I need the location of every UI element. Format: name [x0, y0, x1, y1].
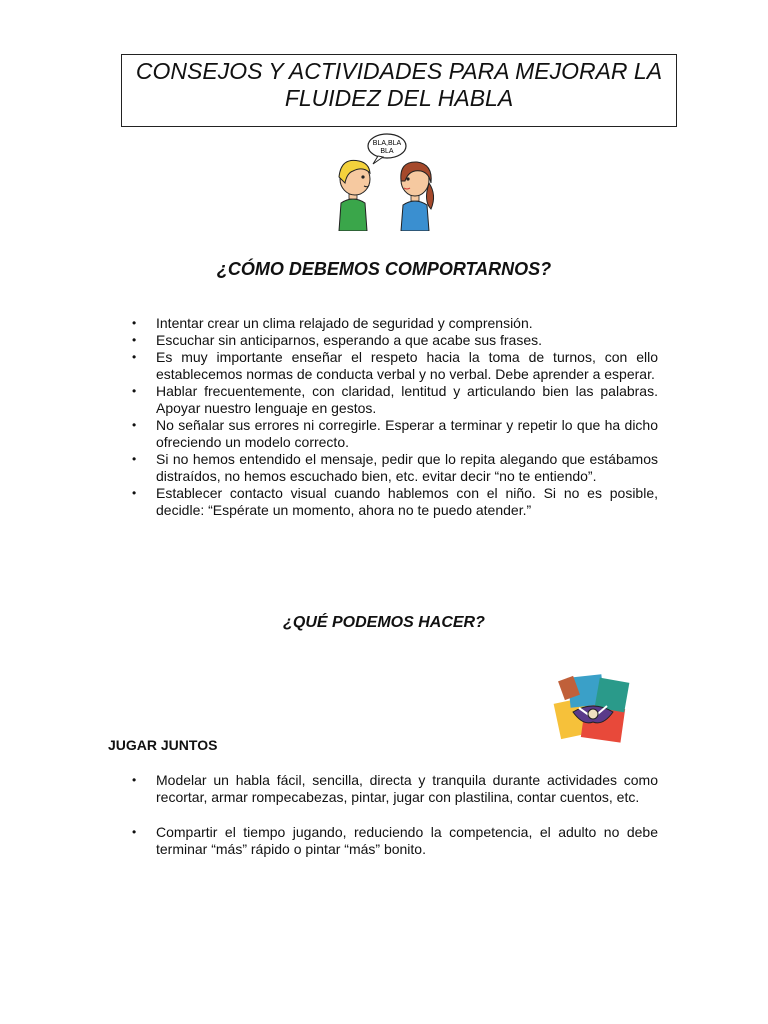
list-item: • Es muy importante enseñar el respeto hacia la toma de turnos, con ello establecemos normas de conducta verbal y no verbal. Debe aprender a esperar.	[108, 349, 658, 383]
list-item: • Modelar un habla fácil, sencilla, directa y tranquila durante actividades como recortar, armar rompecabezas, pintar, jugar con plastilina, contar cuentos, etc.	[108, 772, 658, 806]
list-item: • Hablar frecuentemente, con claridad, lentitud y articulando bien las palabras. Apoyar nuestro lenguaje en gestos.	[108, 383, 658, 417]
list-item: • Si no hemos entendido el mensaje, pedir que lo repita alegando que estábamos distraídos, no hemos escuchado bien, etc. evitar decir “no te entiendo”.	[108, 451, 658, 485]
section-heading-que-hacer: ¿QUÉ PODEMOS HACER?	[283, 614, 485, 631]
list-item: • Establecer contacto visual cuando hablemos con el niño. Si no es posible, decidle: “Espérate un momento, ahora no te puedo atender.”	[108, 485, 658, 519]
list-item: • No señalar sus errores ni corregirle. Esperar a terminar y repetir lo que ha dicho ofreciendo un modelo correcto.	[108, 417, 658, 451]
play-activities-list	[108, 772, 658, 876]
list-item: • Escuchar sin anticiparnos, esperando a que acabe sus frases.	[108, 332, 658, 349]
title-line-2: FLUIDEZ DEL HABLA	[284, 85, 514, 111]
list-item: • Compartir el tiempo jugando, reduciendo la competencia, el adulto no debe terminar “más” rápido o pintar “más” bonito.	[108, 824, 658, 858]
children-talking-illustration	[333, 133, 443, 231]
list-item: • Intentar crear un clima relajado de seguridad y comprensión.	[108, 315, 658, 332]
speech-bubble-line-1: BLA,BLA	[372, 140, 402, 147]
hands-together-clipart	[553, 672, 633, 748]
title-line-1: CONSEJOS Y ACTIVIDADES PARA MEJORAR LA	[135, 58, 663, 84]
document-title-box	[121, 54, 677, 127]
section-heading-comportarnos: ¿CÓMO DEBEMOS COMPORTARNOS?	[216, 259, 552, 279]
subheading-jugar-juntos: JUGAR JUNTOS	[108, 737, 218, 753]
speech-bubble-line-2: BLA	[380, 148, 394, 155]
behavior-tips-list	[108, 315, 658, 519]
